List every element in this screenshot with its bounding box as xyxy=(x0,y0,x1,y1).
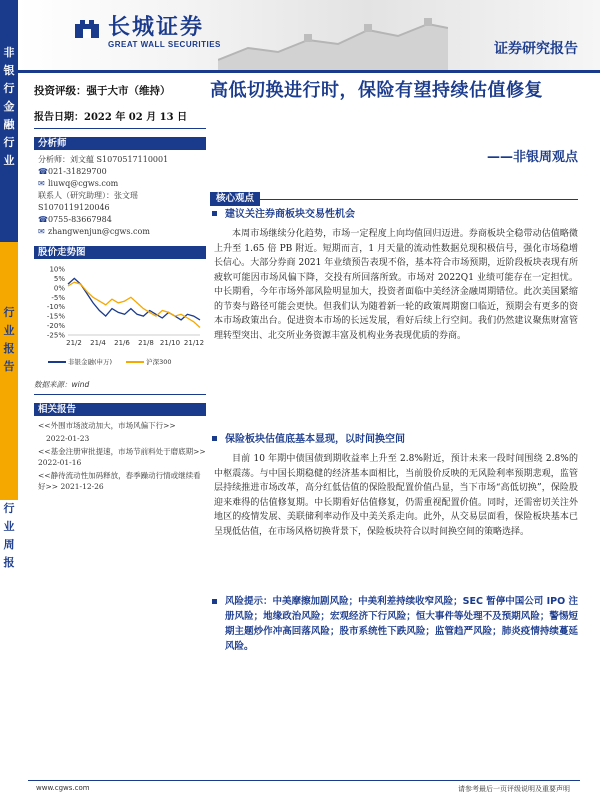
legend-item-nonbank xyxy=(48,358,112,366)
great-wall-logo-icon xyxy=(72,12,102,42)
related-reports xyxy=(34,420,206,492)
section-title xyxy=(210,433,578,447)
legend-swatch-nonbank xyxy=(48,361,66,363)
square-bullet-icon xyxy=(212,599,217,604)
footer-disclaimer: 请参考最后一页评级说明及重要声明 xyxy=(458,785,570,793)
legend-swatch-hs300 xyxy=(126,361,144,363)
risk-warning xyxy=(210,594,578,654)
investment-rating: 投资评级：强于大市（维持） xyxy=(34,85,171,97)
analyst-info xyxy=(34,154,206,238)
y-tick-label: -5% xyxy=(51,293,65,302)
sidebar-bottom xyxy=(0,500,18,800)
report-date: 报告日期：2022 年 02 月 13 日 xyxy=(34,108,206,129)
sidebar-weekly-label: 行业周报 xyxy=(3,502,15,569)
x-tick-label: 21/10 xyxy=(159,339,181,347)
chart-source: 数据来源：wind xyxy=(34,379,206,395)
square-bullet-icon xyxy=(212,436,217,441)
left-column xyxy=(34,78,206,494)
core-views-heading xyxy=(210,186,578,204)
assistant-name: 联系人（研究助理）：张文瑶 xyxy=(38,191,138,200)
related-report-2[interactable]: <<基金注册审批提速，市场节前料处于磨底期>> 2022-01-16 xyxy=(38,447,206,467)
report-type: 证券研究报告 xyxy=(494,41,578,57)
analyst-heading: 分析师 xyxy=(34,137,206,150)
great-wall-illustration xyxy=(218,0,448,70)
sidebar-report-label: 行业报告 xyxy=(3,306,15,373)
related-report-1-date: 2022-01-23 xyxy=(46,434,90,443)
email-icon: ✉ xyxy=(38,227,45,236)
analyst-phone: 021-31829700 xyxy=(48,167,107,176)
company-logo-text: 长城证券 xyxy=(108,15,205,40)
header-divider xyxy=(18,70,600,73)
page-header xyxy=(18,0,600,70)
x-tick-label: 21/6 xyxy=(114,339,130,347)
series-line-nonbank xyxy=(68,278,200,320)
email-icon: ✉ xyxy=(38,179,45,188)
section-title-text: 保险板块估值底基本显现，以时间换空间 xyxy=(225,434,405,445)
chart-legend xyxy=(34,357,206,366)
x-tick-label: 21/8 xyxy=(138,339,154,347)
section-body: 目前 10 年期中债国债到期收益率上升至 2.8%附近，预计未来一段时间围绕 2.8%的中枢震荡。与中国长期稳健的经济基本面相比，当前股价反映的无风险利率预期悲观，监管层持续推进市场改革，高分红低估值的保险股配置价值凸显，当下市场“高低切换”，保险股迎来难得的估值修复期。中长期看好估值修复，仍需重视配置价值。同时，还需密切关注外地区的疫情发展、美联储利率动作及中美关系走向。此外，从交易层面看，保险板块基本已呈现低估值，在市场风格切换背景下，保险板块符合以时间换空间的策略选择。 xyxy=(214,454,578,537)
footer-url[interactable]: www.cgws.com xyxy=(36,784,90,792)
analyst-email[interactable]: liuwq@cgws.com xyxy=(48,179,119,188)
series-line-hs300 xyxy=(68,282,200,327)
section-body: 本周市场继续分化趋势，市场一定程度上向均值回归迈进。券商板块全稳带动估值略微上升至 1.65 倍 PB 附近。短期而言，1 月天量的流动性数据兑现积极信号，强化市场稳增长信心。大部分券商 2021 年业绩预告表现不俗，基本符合市场预期，近阶段板块表现有所疲软可能因市场风偏下降，交投有所回落所致。市场对 2022Q1 业绩可能存在一定担忧。中长期看，今年市场外部风险明显加大，投资者面临中美经济金融周期错位。此次美国紧缩的节奏与路径可能会更快。但我们认为随着新一轮的政策周期窗口临近，预期会有更多的资本市场政策出台。促进资本市场的长远发展，看好后续上行空间。我们仍然建议聚焦财富管理转型突出、北交所业务资源丰富及机构业务表现优质的券商。 xyxy=(214,229,578,341)
y-tick-label: -25% xyxy=(46,331,65,340)
assistant-id: S1070119120046 xyxy=(38,203,110,212)
phone-icon: ☎ xyxy=(38,215,48,224)
legend-item-hs300 xyxy=(126,358,171,366)
section-brokerage xyxy=(210,208,578,343)
analyst-name: 分析师：刘文蕴 S1070517110001 xyxy=(38,155,169,164)
sidebar-industry-label: 非银行金融行业 xyxy=(3,46,15,167)
section-insurance xyxy=(210,433,578,539)
y-tick-label: -15% xyxy=(46,312,65,321)
related-report-3[interactable]: <<静待流动性加码释放，春季躁动行情或继续看好>> 2021-12-26 xyxy=(38,471,201,491)
price-chart-svg xyxy=(34,263,206,357)
section-title-text: 建议关注券商板块交易性机会 xyxy=(225,209,355,220)
footer-divider xyxy=(28,780,580,781)
y-tick-label: 10% xyxy=(49,265,65,274)
y-tick-label: -20% xyxy=(46,322,65,331)
section-title xyxy=(210,208,578,222)
risk-text: 风险提示：中美摩擦加剧风险；中美利差持续收窄风险；SEC 暂停中国公司 IPO 注册风险；地缘政治风险；宏观经济下行风险；恒大事件等处理不及预期风险；警惕短期主题炒作冲高回落风险；股市系统性下跌风险；监管趋严风险；肺炎疫情持续蔓延风险。 xyxy=(225,596,578,652)
x-tick-label: 21/4 xyxy=(90,339,106,347)
y-tick-label: -10% xyxy=(46,303,65,312)
assistant-email[interactable]: zhangwenjun@cgws.com xyxy=(48,227,150,236)
report-subtitle: ——非银周观点 xyxy=(486,150,578,165)
y-tick-label: 0% xyxy=(53,284,65,293)
price-chart xyxy=(34,263,206,373)
x-tick-label: 21/2 xyxy=(66,339,82,347)
assistant-phone: 0755-83667984 xyxy=(48,215,112,224)
legend-label-hs300: 沪深300 xyxy=(146,358,172,366)
company-logo-english: GREAT WALL SECURITIES xyxy=(108,40,221,49)
report-title: 高低切换进行时，保险有望持续估值修复 xyxy=(210,80,543,101)
related-report-1[interactable]: <<外围市场波动加大，市场风偏下行>> xyxy=(38,421,176,430)
right-column xyxy=(210,78,578,652)
legend-label-nonbank: 非银金融(申万) xyxy=(68,358,113,366)
x-tick-label: 21/12 xyxy=(183,339,205,347)
risk-row xyxy=(210,594,578,654)
y-tick-label: 5% xyxy=(53,274,65,283)
sidebar-middle xyxy=(0,242,18,500)
square-bullet-icon xyxy=(212,211,217,216)
phone-icon: ☎ xyxy=(38,167,48,176)
core-views-label: 核心观点 xyxy=(210,192,260,206)
sidebar-top xyxy=(0,0,18,242)
price-chart-heading: 股价走势图 xyxy=(34,246,206,259)
related-reports-heading: 相关报告 xyxy=(34,403,206,416)
